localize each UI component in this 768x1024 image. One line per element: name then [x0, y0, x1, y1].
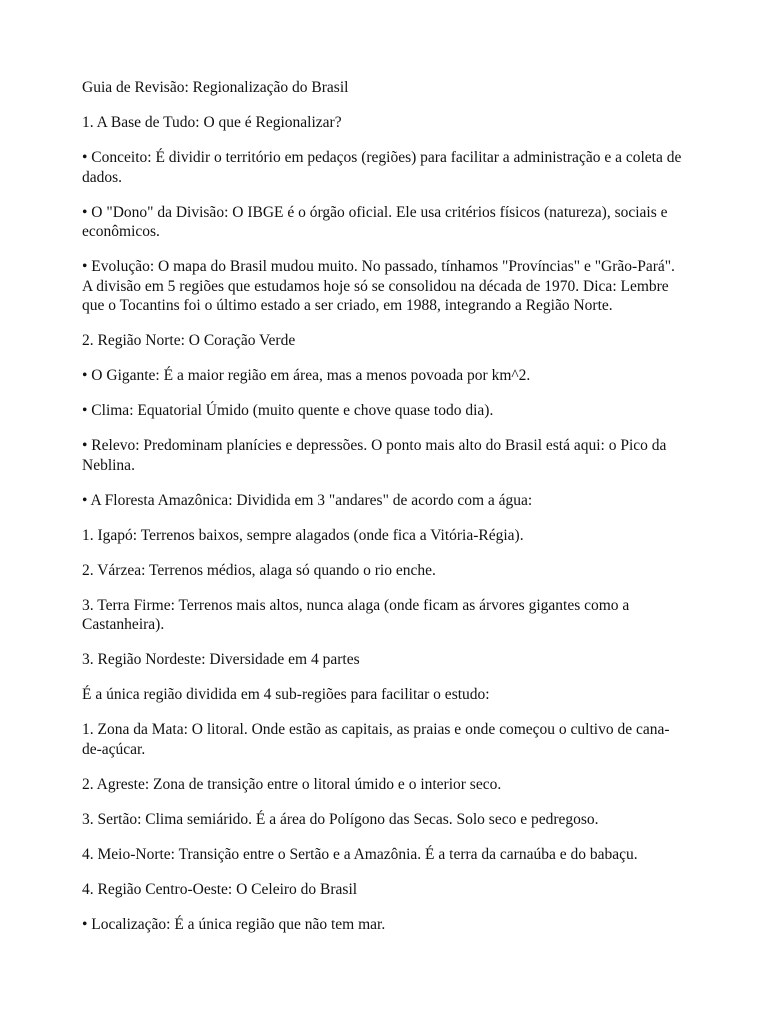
- numbered-paragraph: 1. Zona da Mata: O litoral. Onde estão as capitais, as praias e onde começou o cultivo de cana-de-açúcar.: [82, 721, 670, 758]
- numbered-paragraph: 1. Igapó: Terrenos baixos, sempre alagados (onde fica a Vitória-Régia).: [82, 526, 524, 544]
- bullet-paragraph: • Conceito: É dividir o território em pedaços (regiões) para facilitar a administração e a coleta de dados.: [82, 149, 682, 186]
- bullet-paragraph: • Localização: É a única região que não tem mar.: [82, 915, 386, 933]
- section-heading: 4. Região Centro-Oeste: O Celeiro do Brasil: [82, 880, 358, 898]
- numbered-paragraph: 3. Terra Firme: Terrenos mais altos, nunca alaga (onde ficam as árvores gigantes como a Castanheira).: [82, 596, 630, 633]
- bullet-paragraph: • Relevo: Predominam planícies e depressões. O ponto mais alto do Brasil está aqui: o Pico da Neblina.: [82, 437, 667, 474]
- bullet-paragraph: • O Gigante: É a maior região em área, mas a menos povoada por km^2.: [82, 367, 531, 384]
- section-heading: 2. Região Norte: O Coração Verde: [82, 332, 296, 349]
- document-title: Guia de Revisão: Regionalização do Brasil: [82, 79, 349, 96]
- body-paragraph: É a única região dividida em 4 sub-regiões para facilitar o estudo:: [82, 686, 490, 703]
- section-heading: 1. A Base de Tudo: O que é Regionalizar?: [82, 114, 342, 131]
- bullet-paragraph: • O "Dono" da Divisão: O IBGE é o órgão oficial. Ele usa critérios físicos (natureza), sociais e econômicos.: [82, 203, 668, 240]
- numbered-paragraph: 4. Meio-Norte: Transição entre o Sertão e a Amazônia. É a terra da carnaúba e do babaçu.: [82, 845, 638, 863]
- numbered-paragraph: 2. Várzea: Terrenos médios, alaga só quando o rio enche.: [82, 561, 436, 579]
- section-heading: 3. Região Nordeste: Diversidade em 4 partes: [82, 651, 360, 668]
- bullet-paragraph: • Clima: Equatorial Úmido (muito quente e chove quase todo dia).: [82, 402, 494, 419]
- bullet-paragraph: • Evolução: O mapa do Brasil mudou muito. No passado, tínhamos "Províncias" e "Grão-Pará". A divisão em 5 regiões que estudamos hoje só se consolidou na década de 1970. Dica: Lembre que o Tocantins foi o último estado a ser criado, em 1988, integrando a Região Norte.: [82, 258, 675, 314]
- numbered-paragraph: 2. Agreste: Zona de transição entre o litoral úmido e o interior seco.: [82, 775, 502, 793]
- bullet-paragraph: • A Floresta Amazônica: Dividida em 3 "andares" de acordo com a água:: [82, 491, 533, 509]
- numbered-paragraph: 3. Sertão: Clima semiárido. É a área do Polígono das Secas. Solo seco e pedregoso.: [82, 810, 599, 828]
- document-page: [82, 78, 686, 950]
